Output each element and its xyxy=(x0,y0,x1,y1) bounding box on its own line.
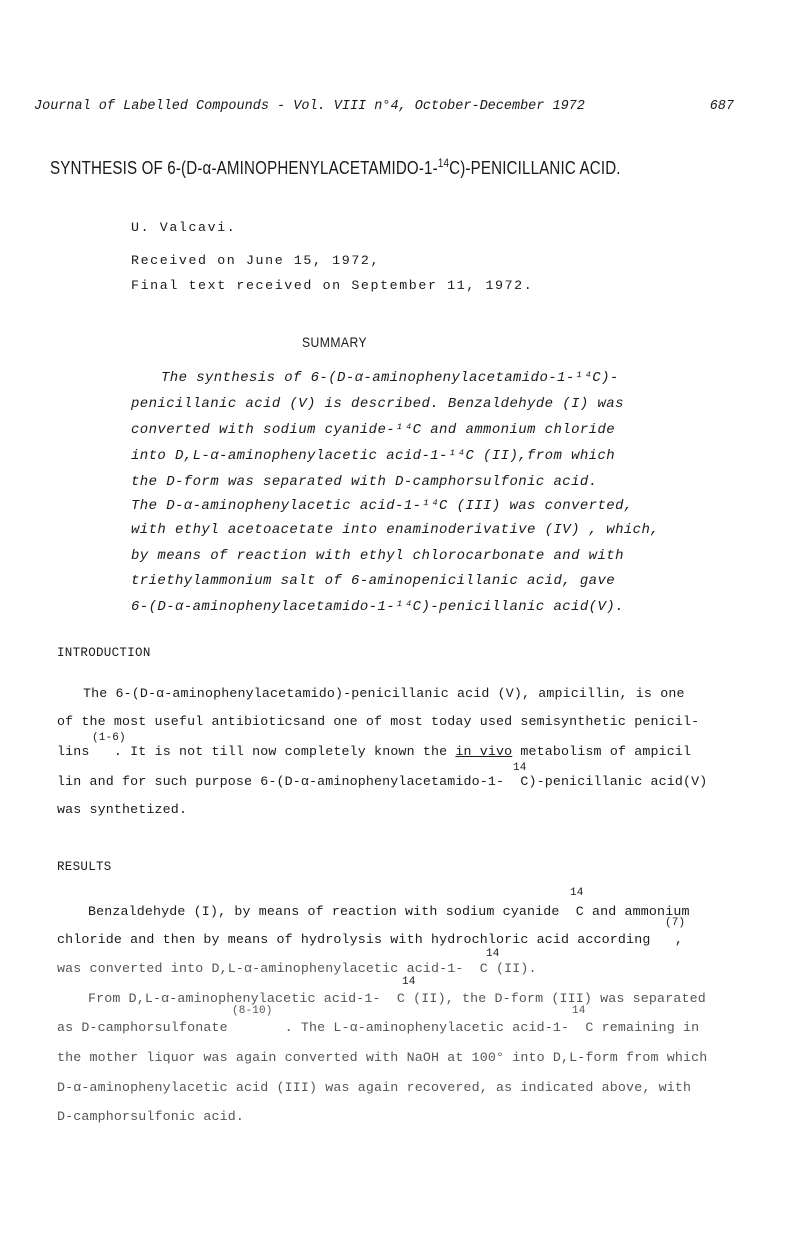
intro-line xyxy=(57,744,691,759)
title-prefix: SYNTHESIS OF 6-(D-α-AMINOPHENYLACETAMIDO-1- xyxy=(50,158,438,178)
introduction-heading: INTRODUCTION xyxy=(57,646,151,660)
abstract-line: 6-(D-α-aminophenylacetamido-1-¹⁴C)-penicillanic acid(V). xyxy=(131,599,624,615)
results-line: the mother liquor was again converted with NaOH at 100° into D,L-form from which xyxy=(57,1050,708,1065)
isotope-superscript: 14 xyxy=(572,1005,586,1017)
abstract-line: triethylammonium salt of 6-aminopenicillanic acid, gave xyxy=(131,573,616,589)
isotope-superscript: 14 xyxy=(513,762,527,774)
reference-superscript: (7) xyxy=(665,917,686,929)
title-isotope: 14 xyxy=(437,157,450,170)
final-text-date: Final text received on September 11, 1972. xyxy=(131,278,534,293)
abstract-line: The D-α-aminophenylacetic acid-1-¹⁴C (III) was converted, xyxy=(131,498,633,514)
reference-superscript: (8-10) xyxy=(232,1005,273,1017)
abstract-line: penicillanic acid (V) is described. Benzaldehyde (I) was xyxy=(131,396,624,412)
results-line: From D,L-α-aminophenylacetic acid-1- C (II), the D-form (III) was separated xyxy=(88,991,706,1006)
intro-text: lins xyxy=(57,744,90,759)
results-line: D-α-aminophenylacetic acid (III) was again recovered, as indicated above, with xyxy=(57,1080,692,1095)
results-line: D-camphorsulfonic acid. xyxy=(57,1109,244,1124)
page-number: 687 xyxy=(709,99,734,114)
isotope-superscript: 14 xyxy=(402,976,416,988)
abstract-line: by means of reaction with ethyl chlorocarbonate and with xyxy=(131,548,624,564)
results-line: Benzaldehyde (I), by means of reaction with sodium cyanide C and ammonium xyxy=(88,904,690,919)
summary-heading: SUMMARY xyxy=(302,335,368,350)
isotope-superscript: 14 xyxy=(570,887,584,899)
received-date: Received on June 15, 1972, xyxy=(131,253,381,268)
author: U. Valcavi. xyxy=(131,220,237,235)
intro-text: . It is not till now completely known the xyxy=(89,744,456,759)
in-vivo-underlined: in vivo xyxy=(455,744,513,759)
results-heading: RESULTS xyxy=(57,860,112,874)
article-title xyxy=(50,158,621,179)
abstract-line: into D,L-α-aminophenylacetic acid-1-¹⁴C (II),from which xyxy=(131,448,616,464)
abstract-line: the D-form was separated with D-camphorsulfonic acid. xyxy=(131,474,598,490)
abstract-line: with ethyl acetoacetate into enaminoderivative (IV) , which, xyxy=(131,522,660,538)
results-line: chloride and then by means of hydrolysis with hydrochloric acid according , xyxy=(57,932,683,947)
isotope-superscript: 14 xyxy=(486,948,500,960)
reference-superscript: (1-6) xyxy=(92,732,126,744)
intro-line: was synthetized. xyxy=(57,802,188,817)
abstract-line: The synthesis of 6-(D-α-aminophenylacetamido-1-¹⁴C)- xyxy=(161,370,619,386)
intro-line: of the most useful antibioticsand one of most today used semisynthetic penicil- xyxy=(57,714,700,729)
running-header xyxy=(34,99,734,144)
intro-line: The 6-(D-α-aminophenylacetamido)-penicillanic acid (V), ampicillin, is one xyxy=(83,686,685,701)
intro-text: metabolism of ampicil xyxy=(512,744,692,759)
results-line: was converted into D,L-α-aminophenylacetic acid-1- C (II). xyxy=(57,961,537,976)
intro-line: lin and for such purpose 6-(D-α-aminophenylacetamido-1- C)-penicillanic acid(V) xyxy=(57,774,708,789)
results-line: as D-camphorsulfonate . The L-α-aminophenylacetic acid-1- C remaining in xyxy=(57,1020,700,1035)
title-suffix: C)-PENICILLANIC ACID. xyxy=(449,158,621,178)
abstract-line: converted with sodium cyanide-¹⁴C and ammonium chloride xyxy=(131,422,616,438)
journal-citation: Journal of Labelled Compounds - Vol. VIII n°4, October-December 1972 xyxy=(34,99,585,114)
